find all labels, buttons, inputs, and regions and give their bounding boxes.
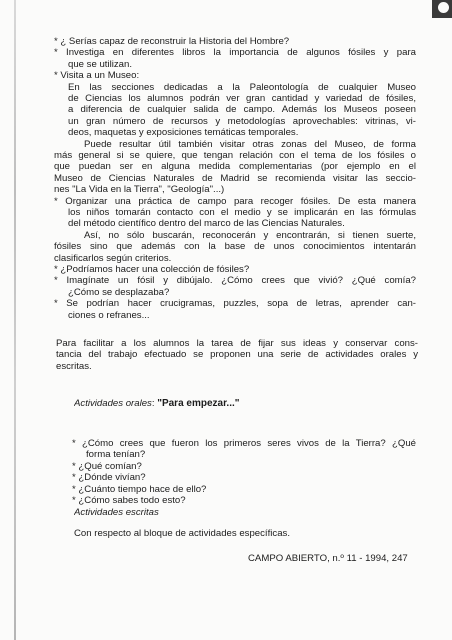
text-line: En las secciones dedicadas a la Paleontología de cualquier Museo <box>68 81 416 93</box>
text-line: tancia del trabajo efectuado se proponen una serie de actividades orales y <box>56 349 418 361</box>
text-line: escritas. <box>56 360 92 372</box>
text-line: * Organizar una práctica de campo para recoger fósiles. De esta manera <box>54 195 416 207</box>
text-line: deos, maquetas y exposiciones temáticas temporales. <box>68 127 299 139</box>
text-line: Para facilitar a los alumnos la tarea de fijar sus ideas y conservar cons- <box>56 338 418 349</box>
written-activities-heading: Actividades escritas <box>74 507 159 518</box>
list-item: forma tenían? <box>86 449 146 461</box>
body-text-block-2 <box>56 338 418 372</box>
text-line: que puedan ser en alguna medida complementarias (por ejemplo en el <box>54 161 416 173</box>
text-line: * Imagínate un fósil y dibújalo. ¿Cómo crees que vivió? ¿Qué comía? <box>54 275 416 287</box>
written-activities-text: Con respecto al bloque de actividades específicas. <box>74 528 290 539</box>
list-item: * ¿Qué comían? <box>72 460 142 472</box>
text-line: más general si se quiere, que tengan relación con el tema de los fósiles o <box>54 149 416 161</box>
list-item: * ¿Cuánto tiempo hace de ello? <box>72 483 207 495</box>
text-line: de Ciencias los alumnos podrán ver gran cantidad y variedad de fósiles, <box>68 93 416 104</box>
text-line: clasificarlos según criterios. <box>54 252 172 264</box>
text-line: ciones o refranes... <box>68 309 150 321</box>
text-line: que se utilizan. <box>68 58 132 70</box>
list-item: * ¿Cómo crees que fueron los primeros seres vivos de la Tierra? ¿Qué <box>72 438 416 449</box>
text-line: * Se podrían hacer crucigramas, puzzles, sopa de letras, aprender can- <box>54 298 416 310</box>
text-line: ¿Cómo se desplazaba? <box>68 286 170 298</box>
oral-questions-list <box>72 438 416 506</box>
page-edge-shadow <box>14 0 16 640</box>
text-line: nes "La Vida en la Tierra", "Geología"...) <box>54 184 225 196</box>
text-line: Museo de Ciencias Naturales de Madrid se recomienda visitar las seccio- <box>54 172 416 184</box>
text-line: fósiles sino que además con la base de unos conocimientos intentarán <box>54 241 416 253</box>
text-line: Puede resultar útil también visitar otras zonas del Museo, de forma <box>84 138 416 150</box>
list-item: * ¿Dónde vivían? <box>72 472 146 484</box>
oral-activities-heading <box>74 398 436 409</box>
text-line: * Visita a un Museo: <box>54 70 140 82</box>
text-line: los niños tomarán contacto con el medio y se implicarán en las fórmulas <box>68 206 416 218</box>
text-line: del método científico dentro del marco de las Ciencias Naturales. <box>68 218 345 230</box>
text-line: * ¿Podríamos hacer una colección de fósiles? <box>54 263 250 275</box>
text-line: * Investiga en diferentes libros la importancia de algunos fósiles y para <box>54 47 416 59</box>
text-line: a diferencia de cualquier salida de campo. Además los Museos poseen <box>68 104 416 116</box>
text-line: Así, no sólo buscarán, reconocerán y encontrarán, si tienen suerte, <box>84 229 416 241</box>
punch-hole-icon <box>438 2 449 13</box>
oral-heading-label: Actividades orales <box>74 398 152 409</box>
text-line: un gran número de recursos y metodologías aprovechables: vitrinas, vi- <box>68 115 416 127</box>
list-item: * ¿Cómo sabes todo esto? <box>72 495 186 507</box>
body-text-block-1 <box>54 36 416 321</box>
oral-heading-separator: : <box>151 398 158 409</box>
page-footer: CAMPO ABIERTO, n.º 11 - 1994, 247 <box>248 553 408 564</box>
text-line: * ¿ Serías capaz de reconstruir la Historia del Hombre? <box>54 36 290 47</box>
corner-mark-icon <box>432 0 452 18</box>
oral-heading-title: "Para empezar..." <box>157 398 240 409</box>
